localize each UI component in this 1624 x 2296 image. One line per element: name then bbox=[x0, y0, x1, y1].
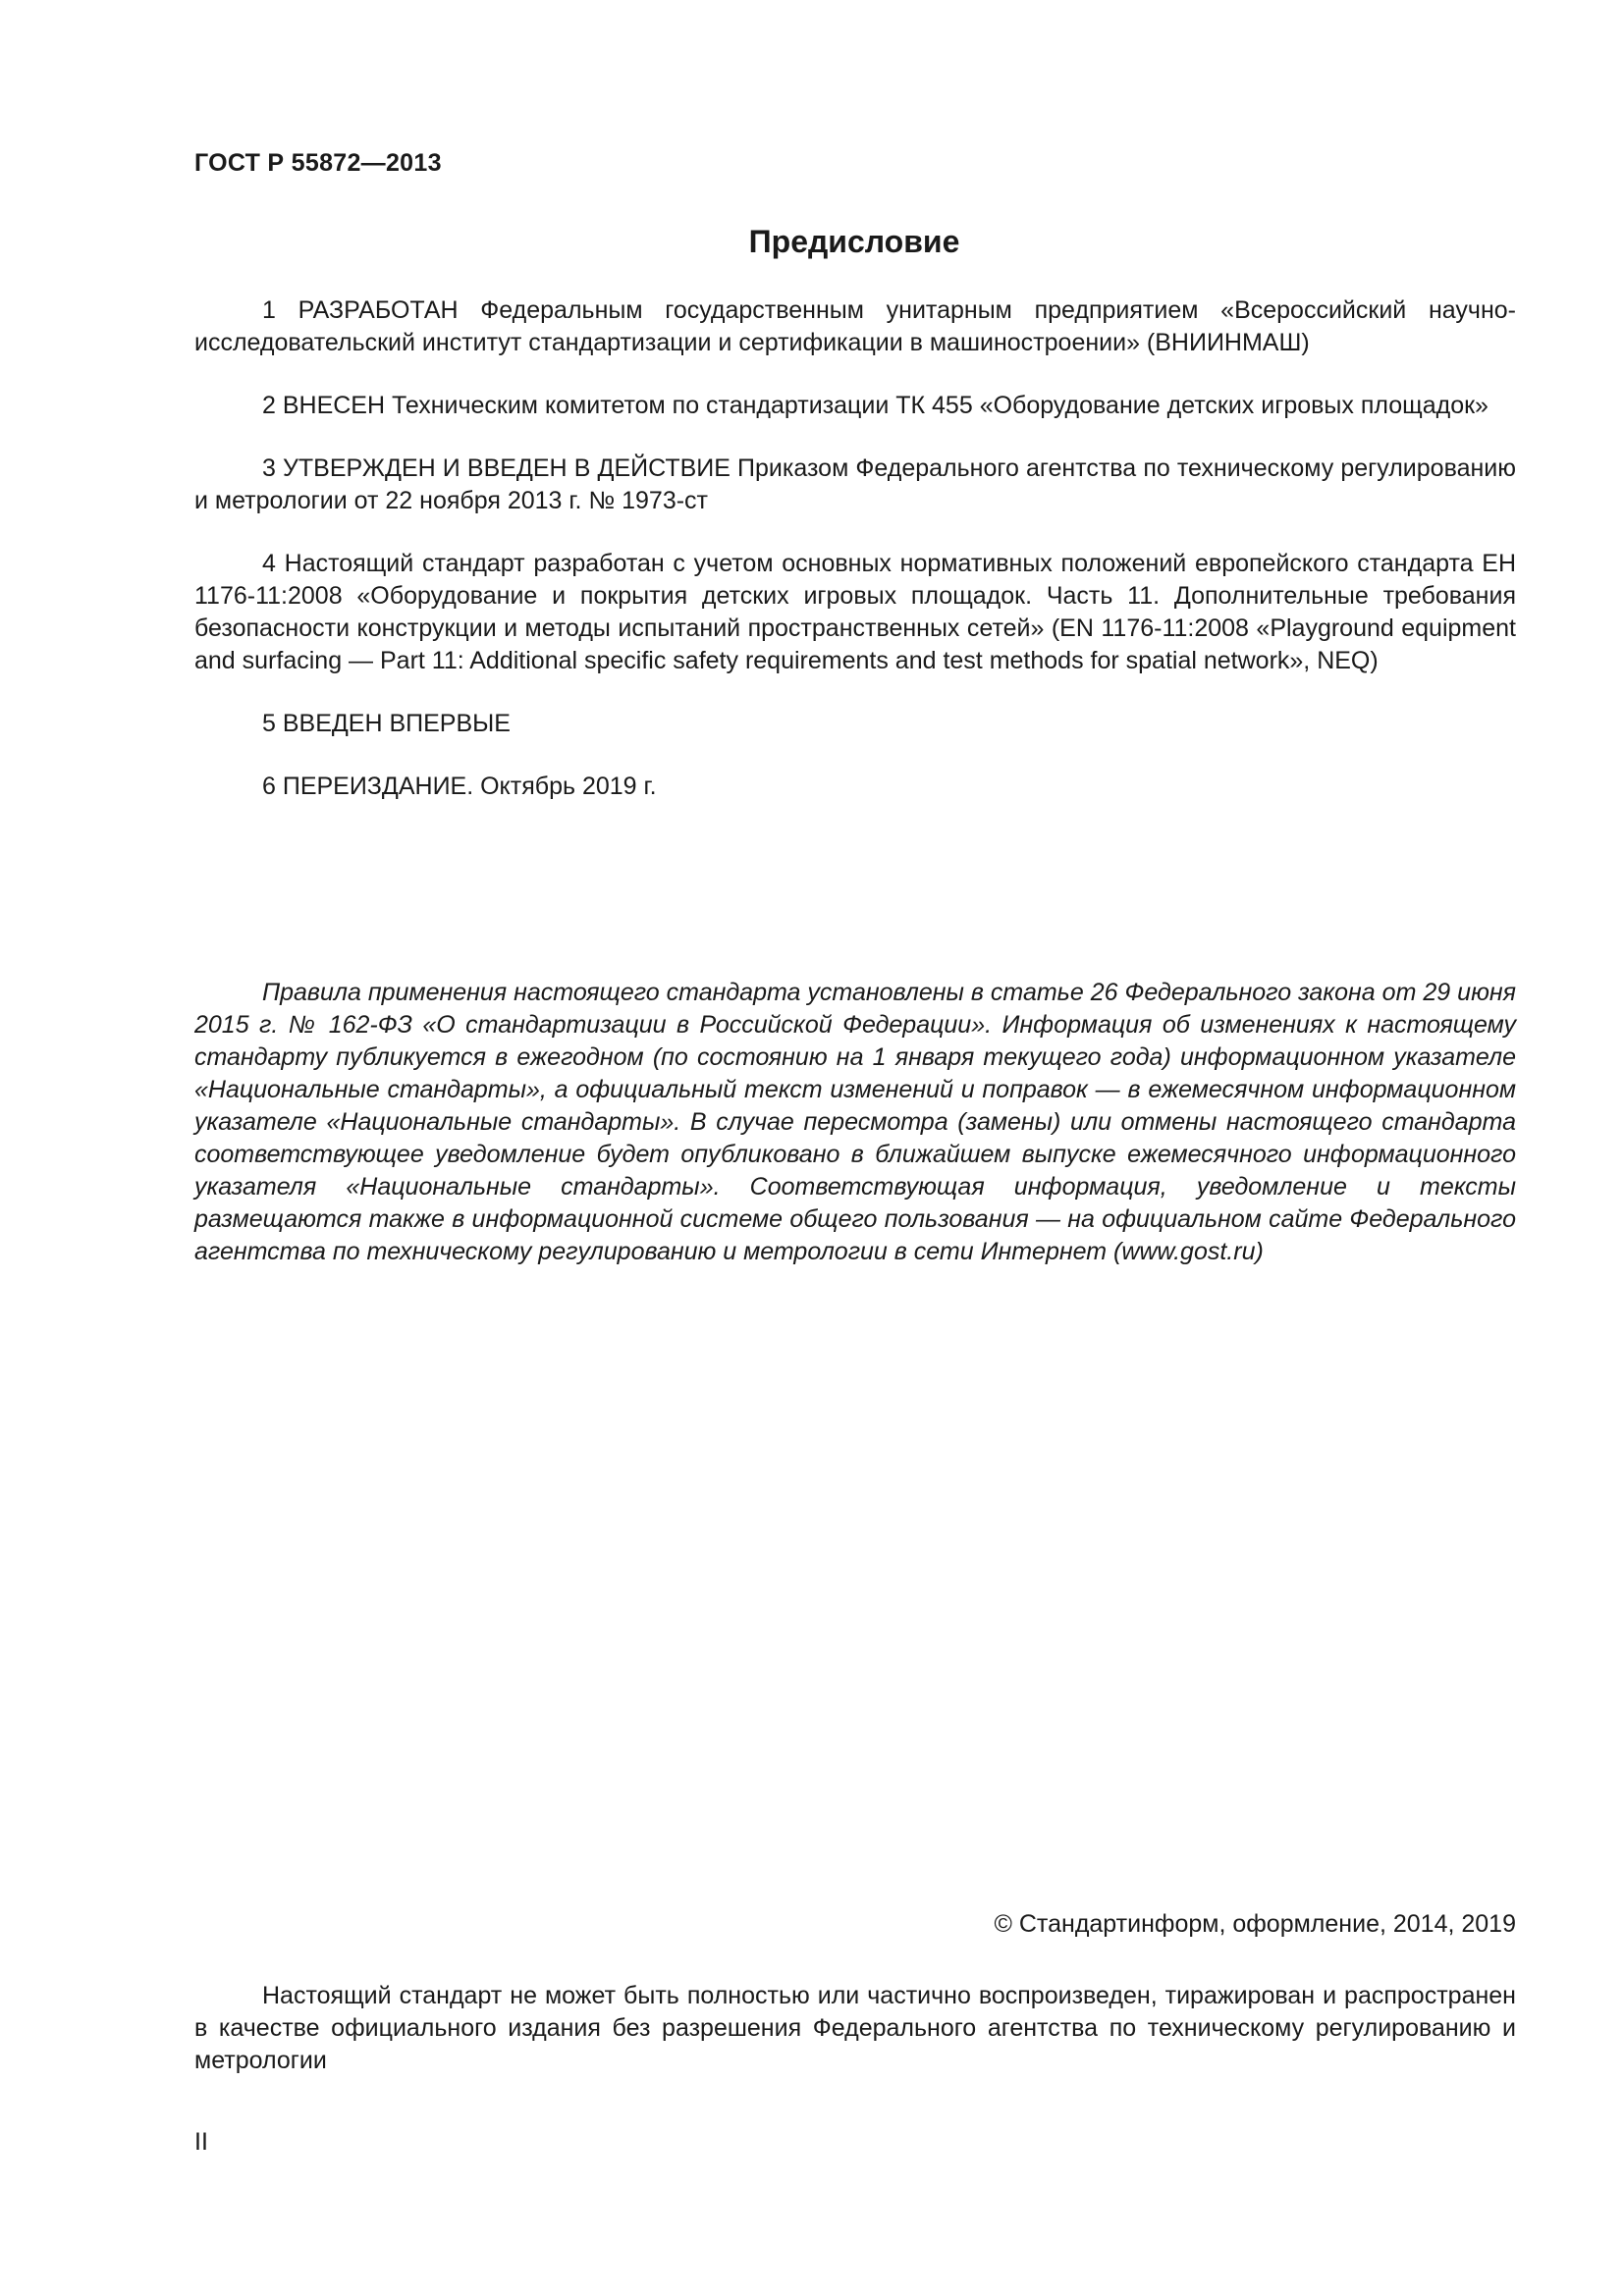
page-title: Предисловие bbox=[748, 224, 960, 259]
foreword-items bbox=[194, 294, 1516, 803]
foreword-item-introduced: 5 ВВЕДЕН ВПЕРВЫЕ bbox=[262, 710, 511, 737]
standard-code: ГОСТ Р 55872—2013 bbox=[194, 149, 442, 177]
disclaimer-text: Настоящий стандарт не может быть полностью или частично воспроизведен, тиражирован и распространен в качестве официального издания без разрешения Федерального агентства по техническому регулированию и метрологии bbox=[194, 1982, 1516, 2074]
foreword-item-developed: 1 РАЗРАБОТАН Федеральным государственным унитарным предприятием «Всероссийский научно-исследовательский институт стандартизации и сертификации в машиностроении» (ВНИИНМАШ) bbox=[194, 296, 1516, 356]
page-number: II bbox=[194, 2128, 208, 2156]
foreword-item-basis: 4 Настоящий стандарт разработан с учетом основных нормативных положений европейского стандарта ЕН 1176-11:2008 «Оборудование и покрытия детских игровых площадок. Часть 11. Дополнительные требования безопасности конструкции и методы испытаний пространственных сетей» (EN 1176-11:2008 «Playground equipment and surfacing — Part 11: Additional specific safety requirements and test methods for spatial network», NEQ) bbox=[194, 550, 1516, 674]
reproduction-disclaimer bbox=[194, 1980, 1516, 2077]
foreword-item-submitted: 2 ВНЕСЕН Техническим комитетом по стандартизации ТК 455 «Оборудование детских игровых площадок» bbox=[262, 392, 1489, 419]
application-rules-notice bbox=[194, 977, 1516, 1268]
notice-text: Правила применения настоящего стандарта установлены в статье 26 Федерального закона от 29 июня 2015 г. № 162-ФЗ «О стандартизации в Российской Федерации». Информация об изменениях к настоящему стандарту публикуется в ежегодном (по состоянию на 1 января текущего года) информационном указателе «Национальные стандарты», а официальный текст изменений и поправок — в ежемесячном информационном указателе «Национальные стандарты». В случае пересмотра (замены) или отмены настоящего стандарта соответствующее уведомление будет опубликовано в ближайшем выпуске ежемесячного информационного указателя «Национальные стандарты». Соответствующая информация, уведомление и тексты размещаются также в информационной системе общего пользования — на официальном сайте Федерального агентства по техническому регулированию и метрологии в сети Интернет (www.gost.ru) bbox=[194, 979, 1516, 1265]
foreword-item-reissue: 6 ПЕРЕИЗДАНИЕ. Октябрь 2019 г. bbox=[262, 773, 657, 800]
foreword-item-approved: 3 УТВЕРЖДЕН И ВВЕДЕН В ДЕЙСТВИЕ Приказом Федерального агентства по техническому регулированию и метрологии от 22 ноября 2013 г. № 1973-ст bbox=[194, 454, 1516, 514]
copyright-line: © Стандартинформ, оформление, 2014, 2019 bbox=[994, 1910, 1516, 1938]
